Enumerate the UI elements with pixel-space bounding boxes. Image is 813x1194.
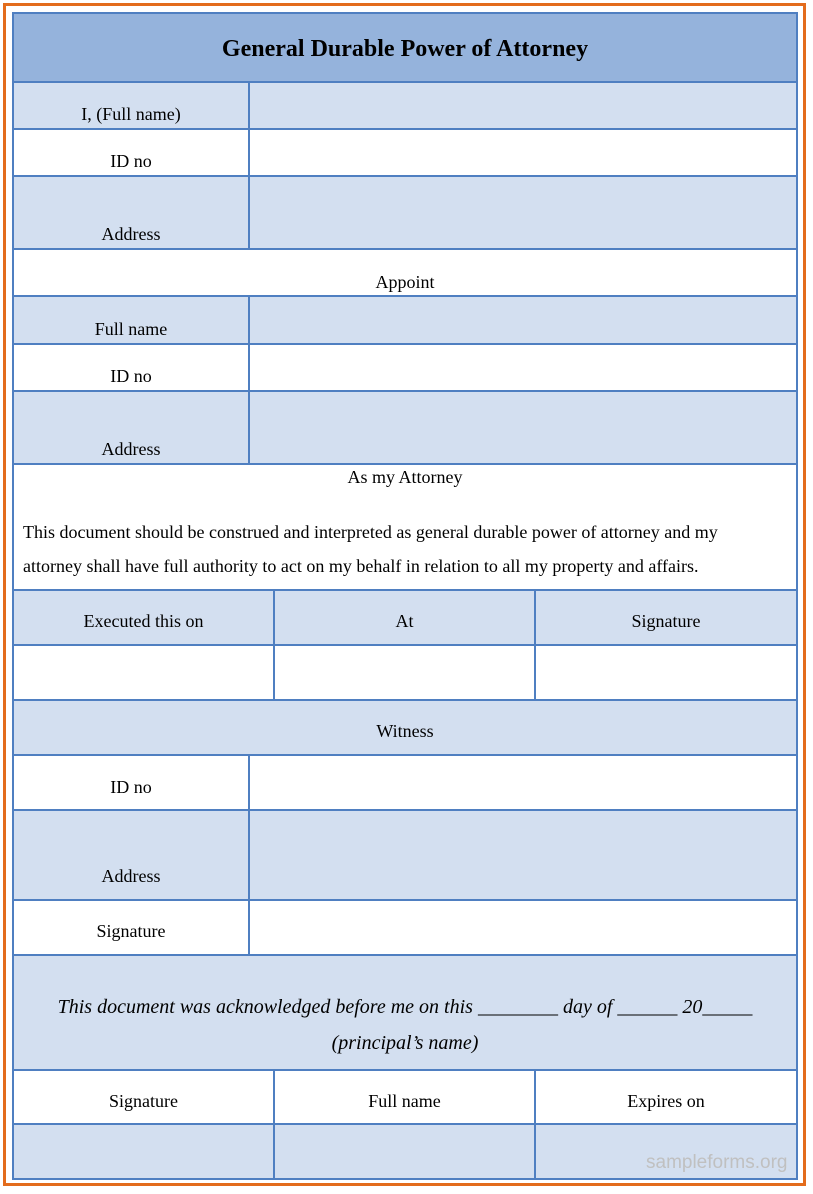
- form-title: General Durable Power of Attorney: [221, 36, 589, 62]
- witness-id-label: ID no: [110, 777, 152, 797]
- attorney-id-label: ID no: [110, 366, 152, 386]
- witness-id-row: [14, 756, 796, 811]
- statement-line-2: attorney shall have full authority to act on my behalf in relation to all my property and affairs.: [23, 556, 699, 576]
- witness-address-label-cell: [14, 811, 250, 899]
- notary-signature-field[interactable]: [14, 1125, 275, 1178]
- witness-address-field[interactable]: [250, 811, 796, 899]
- statement-row: [14, 465, 796, 591]
- attorney-address-row: [14, 392, 796, 465]
- executed-place-field[interactable]: [275, 646, 536, 699]
- as-my-attorney-label: As my Attorney: [347, 467, 463, 487]
- attorney-name-label-cell: [14, 297, 250, 343]
- watermark: sampleforms.org: [646, 1152, 788, 1173]
- principal-name-field[interactable]: [250, 83, 796, 128]
- principal-address-row: [14, 177, 796, 250]
- notary-name-header: Full name: [368, 1091, 441, 1111]
- principal-name-label: I, (Full name): [81, 104, 181, 124]
- attorney-name-field[interactable]: [250, 297, 796, 343]
- witness-signature-label-cell: [14, 901, 250, 954]
- attorney-id-label-cell: [14, 345, 250, 390]
- witness-signature-label: Signature: [96, 921, 166, 941]
- attorney-id-row: [14, 345, 796, 392]
- executed-date-field[interactable]: [14, 646, 275, 699]
- principal-address-label: Address: [101, 224, 161, 244]
- executed-signature-field[interactable]: [536, 646, 796, 699]
- witness-signature-field[interactable]: [250, 901, 796, 954]
- at-header: At: [395, 611, 414, 631]
- witness-heading: Witness: [376, 721, 434, 741]
- notary-name-field[interactable]: [275, 1125, 536, 1178]
- witness-address-label: Address: [101, 866, 161, 886]
- appoint-label: Appoint: [375, 272, 435, 292]
- witness-signature-row: [14, 901, 796, 956]
- attorney-address-label: Address: [101, 439, 161, 459]
- title-row: [14, 14, 796, 83]
- principal-address-field[interactable]: [250, 177, 796, 248]
- form: [12, 12, 798, 1180]
- principal-name-label-cell: [14, 83, 250, 128]
- appoint-row: [14, 250, 796, 297]
- attorney-address-label-cell: [14, 392, 250, 463]
- executed-header: Executed this on: [83, 611, 204, 631]
- witness-id-label-cell: [14, 756, 250, 809]
- execution-input-row: [14, 646, 796, 701]
- attorney-name-row: [14, 297, 796, 345]
- notary-header-row: [14, 1071, 796, 1125]
- signature-header: Signature: [631, 611, 701, 631]
- execution-header-row: [14, 591, 796, 646]
- executed-header-cell: [14, 591, 275, 644]
- attorney-address-field[interactable]: [250, 392, 796, 463]
- notary-signature-header-cell: [14, 1071, 275, 1123]
- statement-line-1: This document should be construed and interpreted as general durable power of attorney and my: [23, 522, 718, 542]
- principal-id-label: ID no: [110, 151, 152, 171]
- witness-address-row: [14, 811, 796, 901]
- principal-id-field[interactable]: [250, 130, 796, 175]
- principal-id-label-cell: [14, 130, 250, 175]
- principal-name-row: [14, 83, 796, 130]
- principal-id-row: [14, 130, 796, 177]
- notary-expires-header: Expires on: [627, 1091, 705, 1111]
- acknowledgment-line-2: (principal’s name): [331, 1032, 479, 1054]
- attorney-id-field[interactable]: [250, 345, 796, 390]
- notary-expires-header-cell: [536, 1071, 796, 1123]
- attorney-name-label: Full name: [94, 319, 168, 339]
- acknowledgment-line-1: This document was acknowledged before me on this ________ day of ______ 20_____: [57, 996, 753, 1018]
- acknowledgment-row: [14, 956, 796, 1071]
- principal-address-label-cell: [14, 177, 250, 248]
- witness-id-field[interactable]: [250, 756, 796, 809]
- notary-name-header-cell: [275, 1071, 536, 1123]
- at-header-cell: [275, 591, 536, 644]
- notary-signature-header: Signature: [109, 1091, 178, 1111]
- signature-header-cell: [536, 591, 796, 644]
- witness-heading-row: [14, 701, 796, 756]
